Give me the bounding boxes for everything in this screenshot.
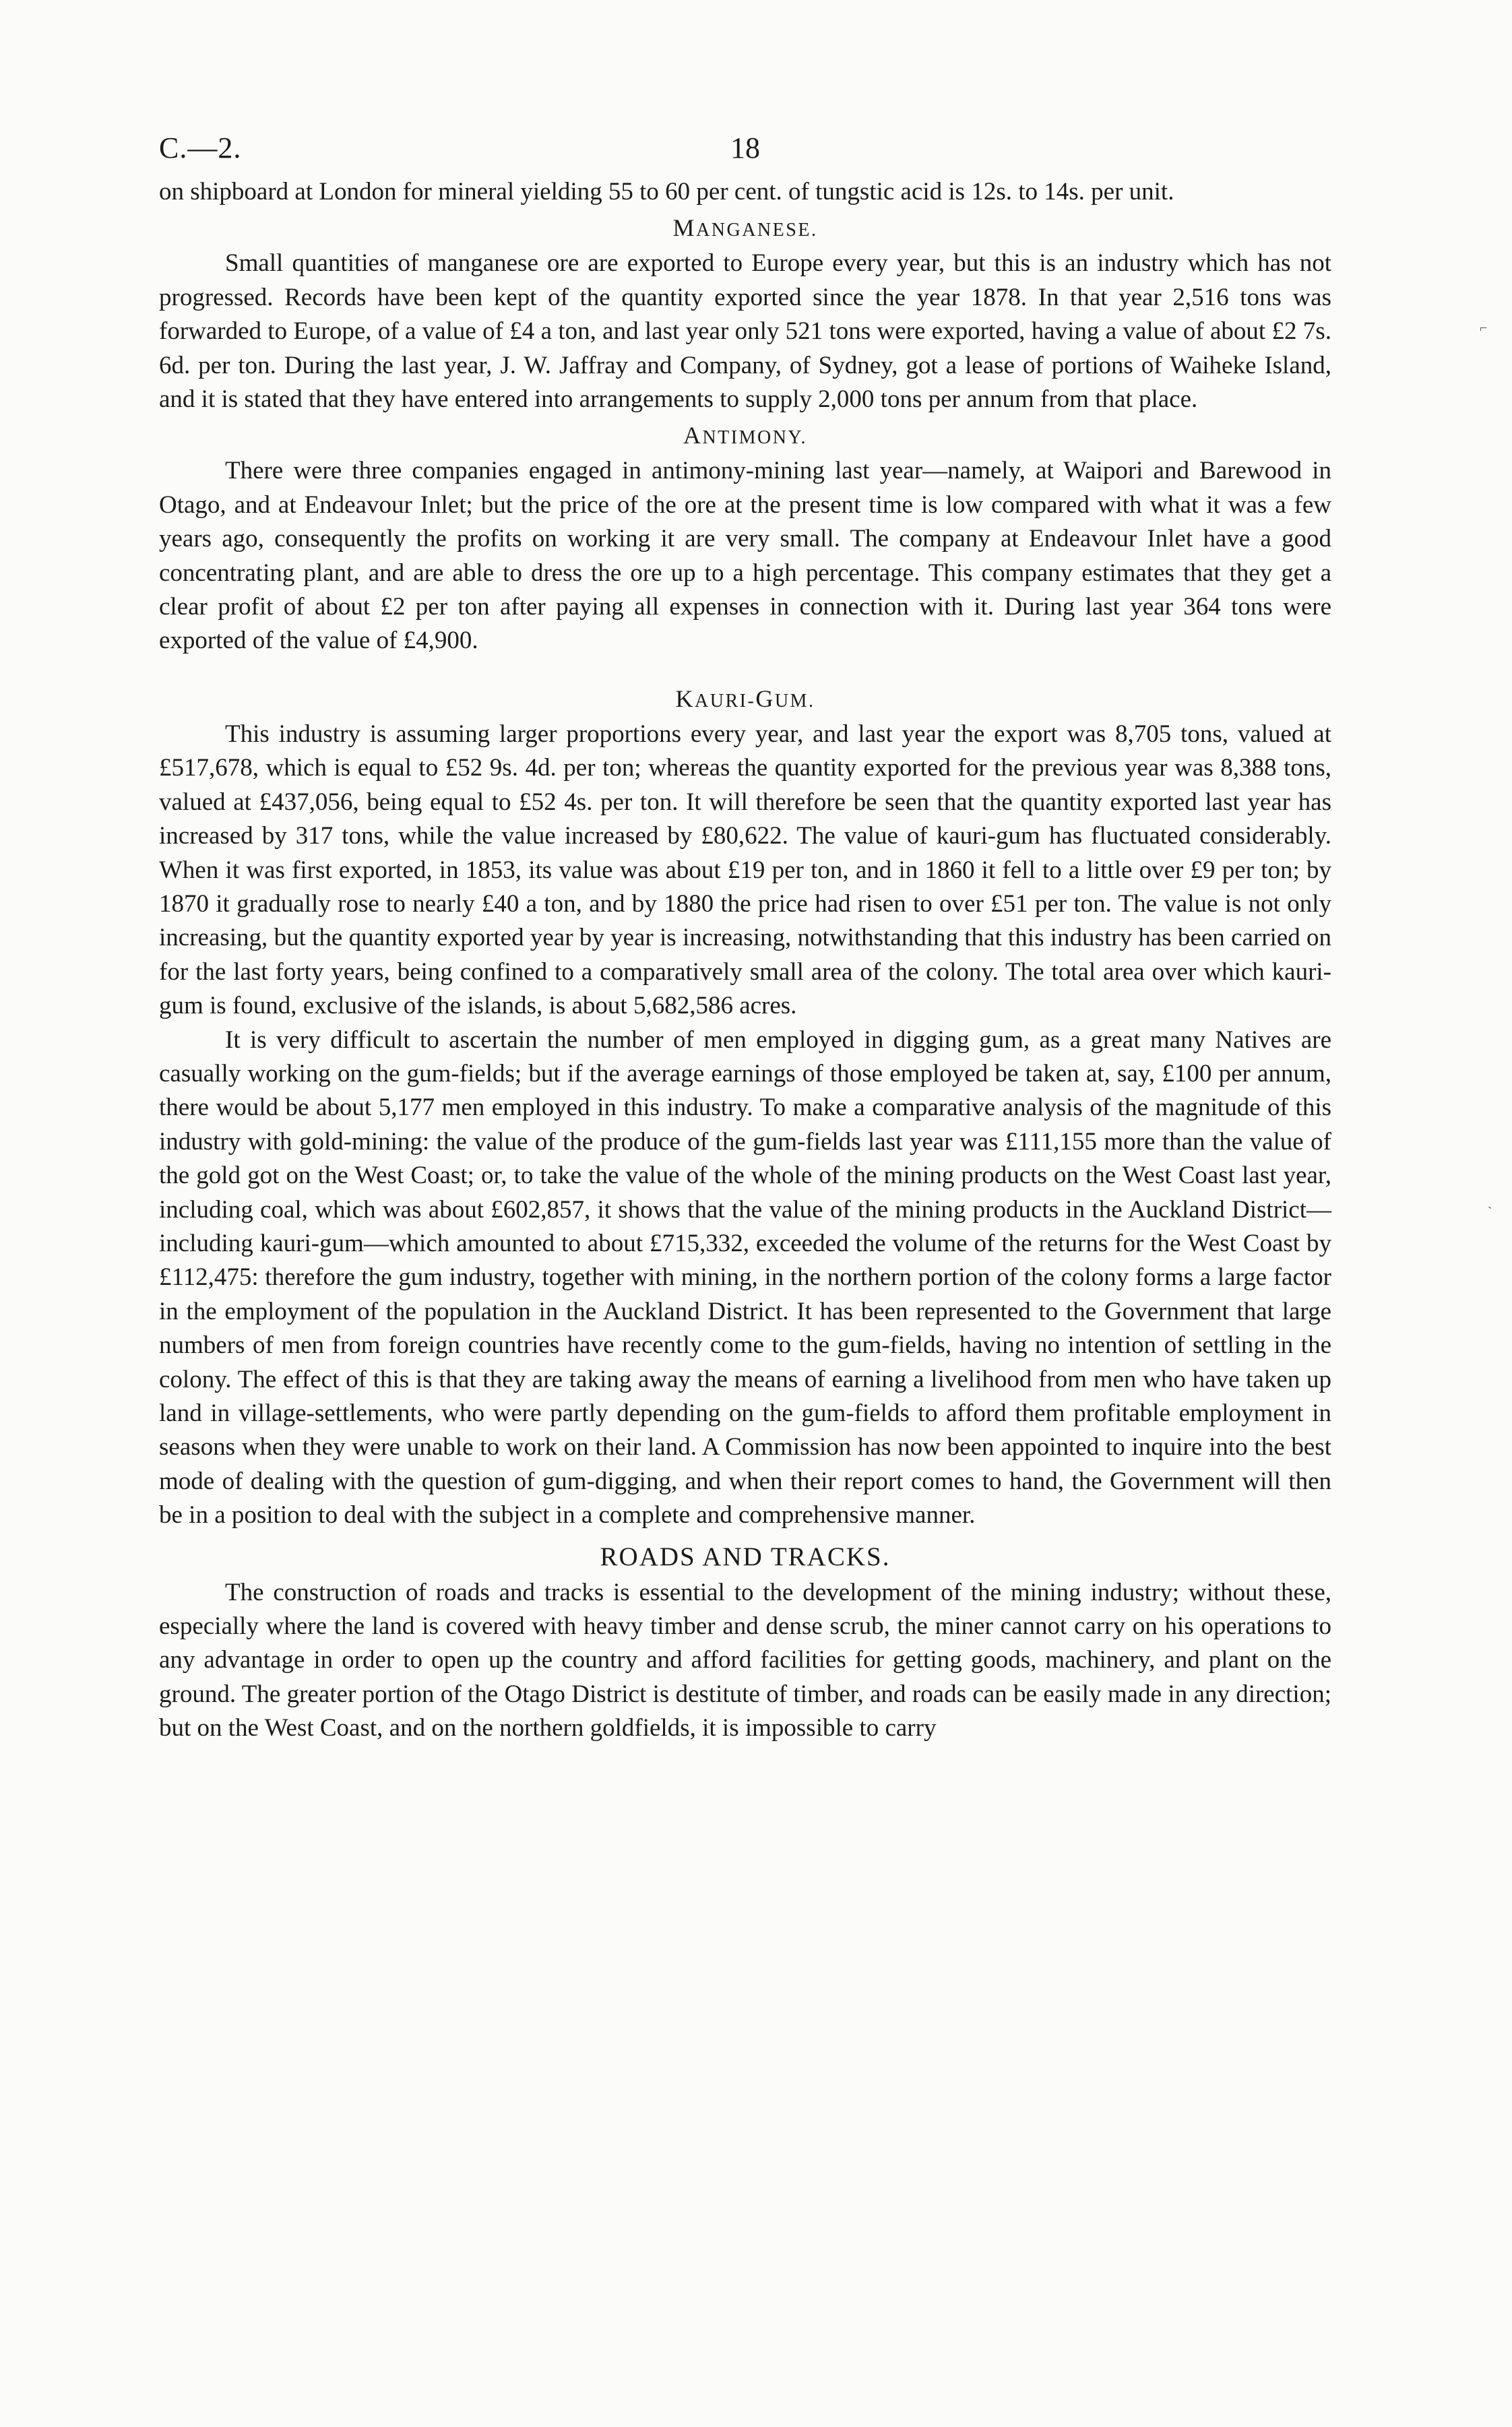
kauri-gum-paragraph-2: It is very difficult to ascertain the number of men employed in digging gum, as a great many Natives are casually working on the gum-fields; but if the average earnings of those employed be taken at, say, £100 per annum, there would be about 5,177 men employed in this industry. To make a comparative analysis of the magnitude of this industry with gold-mining: the value of the produce of the gum-fields last year was £111,155 more than the value of the gold got on the West Coast; or, to take the value of the whole of the mining products on the West Coast last year, including coal, which was about £602,857, it shows that the value of the mining products in the Auckland District—including kauri-gum—which amounted to about £715,332, exceeded the volume of the returns for the West Coast by £112,475: therefore the gum industry, together with mining, in the northern portion of the colony forms a large factor in the employment of the population in the Auckland District. It has been represented to the Government that large numbers of men from foreign countries have recently come to the gum-fields, having no intention of settling in the colony. The effect of this is that they are taking away the means of earning a livelihood from men who have taken up land in village-settlements, who were partly depending on the gum-fields to afford them profitable employment in seasons when they were unable to work on their land. A Commission has now been appointed to inquire into the best mode of dealing with the question of gum-digging, and when their report comes to hand, the Government will then be in a position to deal with the subject in a complete and comprehensive manner. — [159, 1026, 1331, 1530]
section-heading-kauri-gum: KAURI-GUM. — [675, 685, 815, 712]
section-heading-roads-and-tracks: ROADS AND TRACKS. — [600, 1542, 891, 1571]
running-header — [159, 128, 1331, 175]
kauri-gum-paragraph-1: This industry is assuming larger proportions every year, and last year the export was 8,705 tons, valued at £517,678, which is equal to £52 9s. 4d. per ton; whereas the quantity exported for the previous year was 8,388 tons, valued at £437,056, being equal to £52 4s. per ton. It will therefore be seen that the quantity exported last year has increased by 317 tons, while the value increased by £80,622. The value of kauri-gum has fluctuated considerably. When it was first exported, in 1853, its value was about £19 per ton, and in 1860 it fell to a little over £9 per ton; by 1870 it gradually rose to nearly £40 a ton, and by 1880 the price had risen to over £51 per ton. The value is not only increasing, but the quantity exported year by year is increasing, notwithstanding that this industry has been carried on for the last forty years, being confined to a comparatively small area of the colony. The total area over which kauri-gum is found, exclusive of the islands, is about 5,682,586 acres. — [159, 720, 1331, 1020]
section-heading-manganese: MANGANESE. — [672, 214, 818, 242]
margin-mark: ˋ — [1488, 1205, 1492, 1220]
antimony-paragraph: There were three companies engaged in antimony-mining last year—namely, at Waipori and Barewood in Otago, and at Endeavour Inlet; but the price of the ore at the present time is low compared with what it was a few years ago, consequently the profits on working it are very small. The company at Endeavour Inlet have a good concentrating plant, and are able to dress the ore up to a high percentage. This company estimates that they get a clear profit of about £2 per ton after paying all expenses in connection with it. During last year 364 tons were exported of the value of £4,900. — [159, 457, 1331, 655]
manganese-paragraph: Small quantities of manganese ore are exported to Europe every year, but this is an industry which has not progressed. Records have been kept of the quantity exported since the year 1878. In that year 2,516 tons was forwarded to Europe, of a value of £4 a ton, and last year only 521 tons were exported, having a value of about £2 7s. 6d. per ton. During the last year, J. W. Jaffray and Company, of Sydney, got a lease of portions of Waiheke Island, and it is stated that they have entered into arrangements to supply 2,000 tons per annum from that place. — [159, 249, 1331, 414]
page-number: 18 — [730, 131, 760, 164]
roads-and-tracks-paragraph: The construction of roads and tracks is essential to the development of the mining industry; without these, especially where the land is covered with heavy timber and dense scrub, the miner cannot carry on his operations to any advantage in order to open up the country and afford facilities for getting goods, machinery, and plant on the ground. The greater portion of the Otago District is destitute of timber, and roads can be easily made in any direction; but on the West Coast, and on the northern goldfields, it is impossible to carry — [159, 1578, 1331, 1742]
document-reference: C.—2. — [159, 131, 242, 164]
document-page — [159, 128, 1331, 1746]
continued-paragraph: on shipboard at London for mineral yielding 55 to 60 per cent. of tungstic acid is 12s. to 14s. per unit. — [159, 178, 1174, 206]
margin-mark: ⌐ — [1480, 321, 1488, 336]
section-heading-antimony: ANTIMONY. — [683, 422, 808, 449]
